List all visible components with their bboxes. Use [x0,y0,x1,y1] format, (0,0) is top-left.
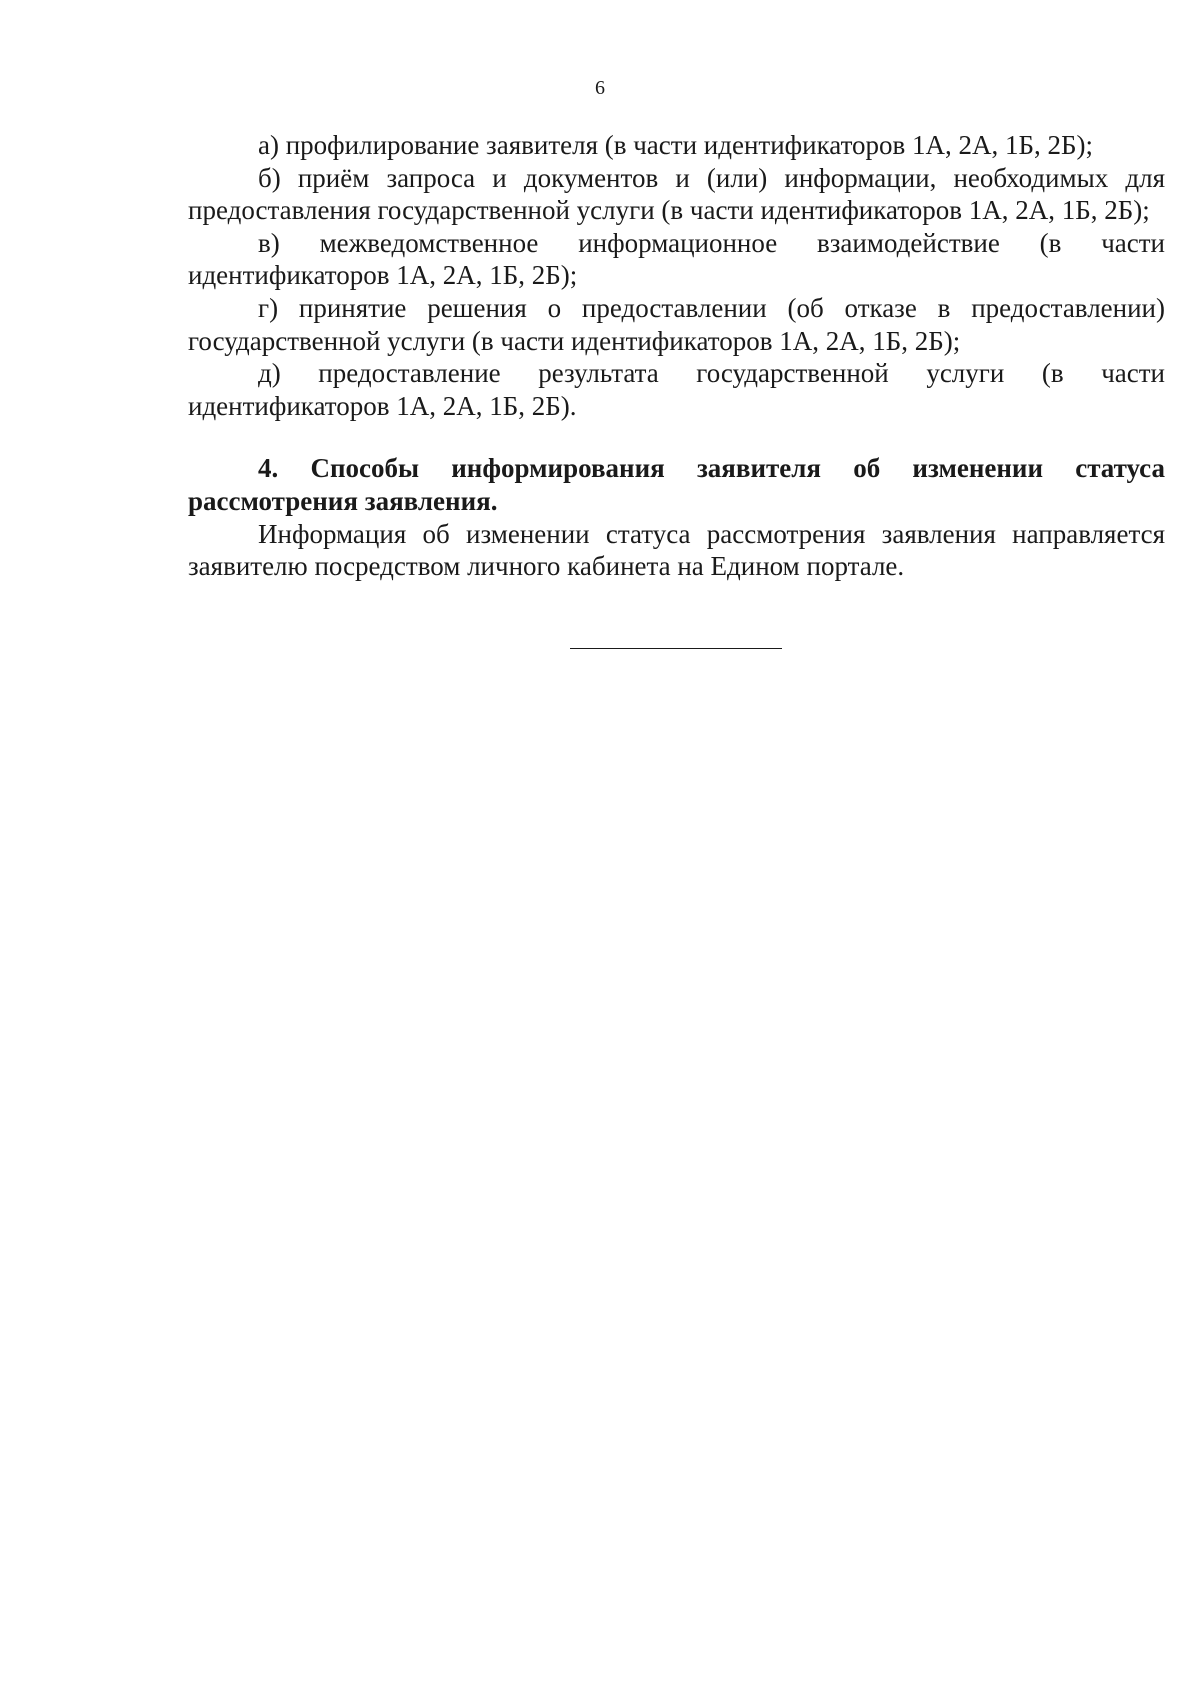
list-item-d: д) предоставление результата государственной услуги (в части идентификаторов 1А, 2А, 1Б, 2Б). [188,358,1165,421]
end-separator-line [570,648,782,649]
list-item-g: г) принятие решения о предоставлении (об отказе в предоставлении) государственной услуги (в части идентификаторов 1А, 2А, 1Б, 2Б); [188,292,1165,356]
list-item-b: б) приём запроса и документов и (или) информации, необходимых для предоставления государственной услуги (в части идентификаторов 1А, 2А, 1Б, 2Б); [188,162,1165,226]
section-heading: 4. Способы информирования заявителя об изменении статуса рассмотрения заявления. [188,453,1165,516]
list-item-v: в) межведомственное информационное взаимодействие (в части идентификаторов 1А, 2А, 1Б, 2Б); [188,227,1165,291]
section-body: Информация об изменении статуса рассмотрения заявления направляется заявителю посредством личного кабинета на Едином портале. [188,518,1165,582]
page-number: 6 [595,77,605,99]
list-item-a: а) профилирование заявителя (в части идентификаторов 1А, 2А, 1Б, 2Б); [258,130,1094,160]
document-body [188,129,1165,583]
